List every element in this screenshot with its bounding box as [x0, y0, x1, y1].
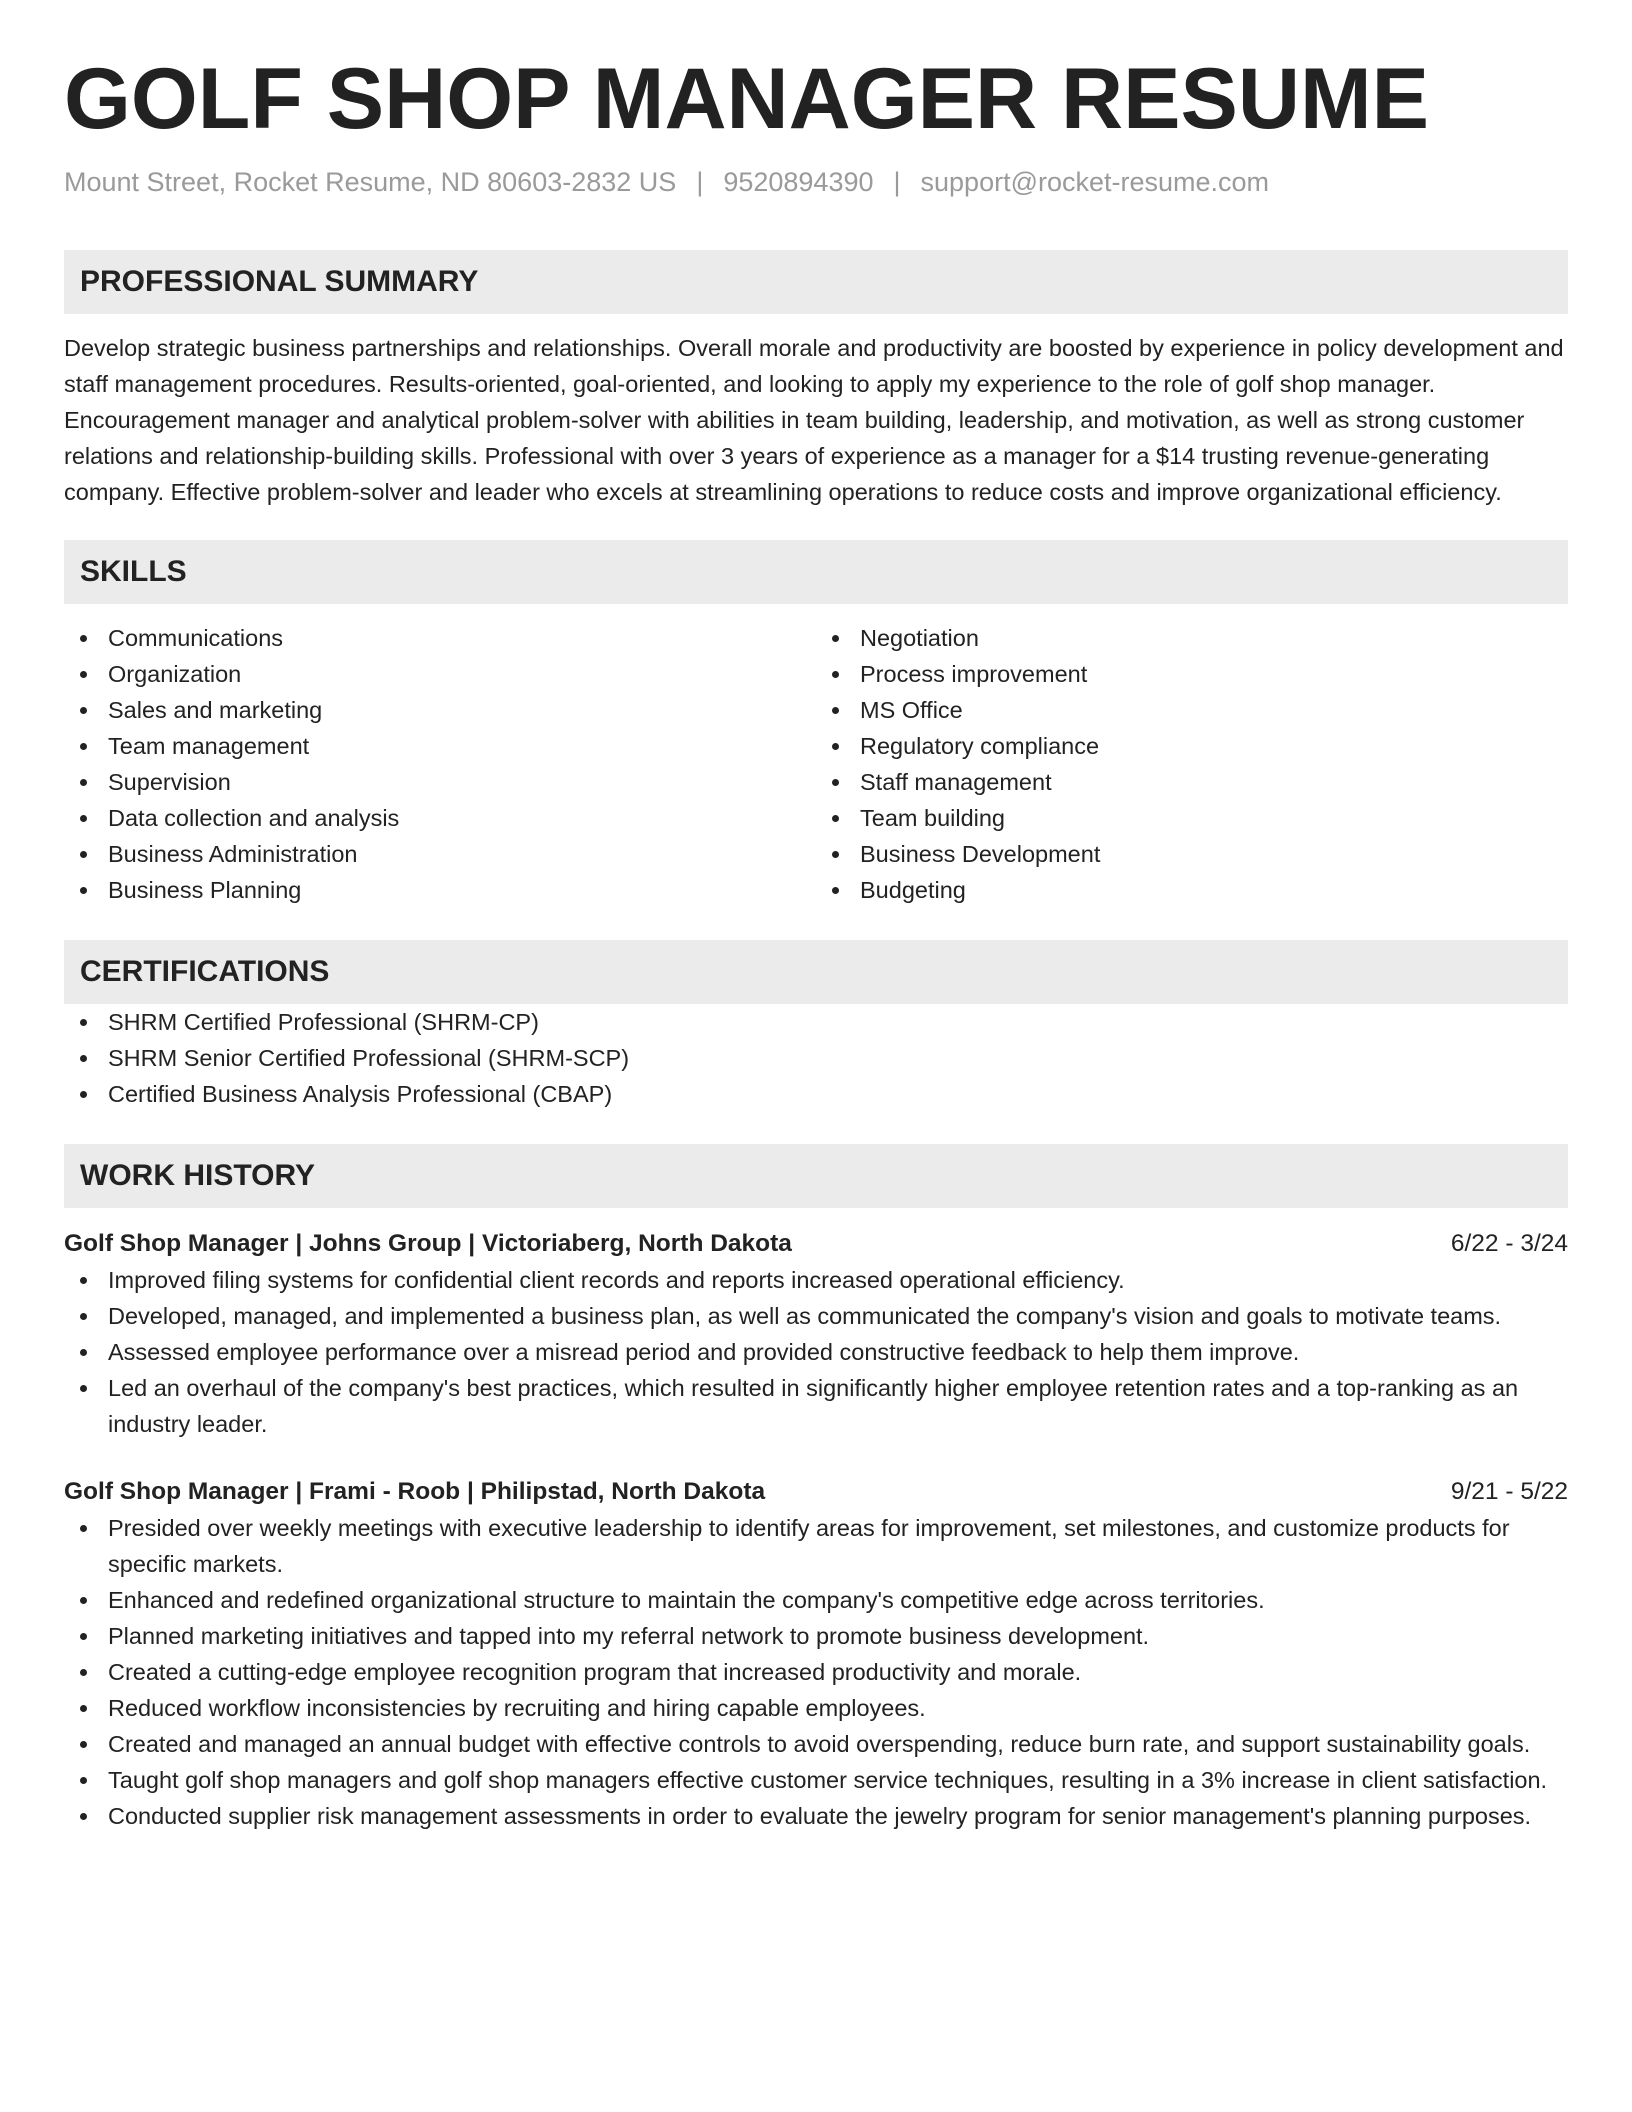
skill-item: Staff management — [816, 764, 1568, 800]
job-bullet: Led an overhaul of the company's best practices, which resulted in significantly higher employee retention rates and a top-ranking as an industry leader. — [64, 1370, 1568, 1442]
certifications-list — [64, 1004, 1568, 1112]
work-history-section — [64, 1144, 1568, 1834]
skills-list-right — [816, 620, 1568, 908]
job-bullet: Improved filing systems for confidential client records and reports increased operational efficiency. — [64, 1262, 1568, 1298]
job-bullet: Developed, managed, and implemented a business plan, as well as communicated the company's vision and goals to motivate teams. — [64, 1298, 1568, 1334]
job-title: Golf Shop Manager | Johns Group | Victoriaberg, North Dakota — [64, 1229, 792, 1257]
job-dates: 9/21 - 5/22 — [1450, 1477, 1568, 1505]
job-header — [64, 1474, 1568, 1510]
skill-item: Business Administration — [64, 836, 816, 872]
skill-item: Supervision — [64, 764, 816, 800]
job-bullet: Enhanced and redefined organizational structure to maintain the company's competitive edge across territories. — [64, 1582, 1568, 1618]
skill-item: Regulatory compliance — [816, 728, 1568, 764]
contact-phone: 9520894390 — [723, 166, 874, 197]
summary-section — [64, 250, 1568, 510]
summary-text: Develop strategic business partnerships and relationships. Overall morale and productivity are boosted by experience in policy development and staff management procedures. Results-oriented, goal-oriented, and looking to apply my experience to the role of golf shop manager. Encouragement manager and analytical problem-solver with abilities in team building, leadership, and motivation, as well as strong customer relations and relationship-building skills. Professional with over 3 years of experience as a manager for a $14 trusting revenue-generating company. Effective problem-solver and leader who excels at streamlining operations to reduce costs and improve organizational efficiency. — [64, 334, 1564, 505]
job-bullet: Created and managed an annual budget with effective controls to avoid overspending, reduce burn rate, and support sustainability goals. — [64, 1726, 1568, 1762]
job-entry — [64, 1226, 1568, 1442]
job-bullets — [64, 1262, 1568, 1442]
job-bullet: Created a cutting-edge employee recognition program that increased productivity and morale. — [64, 1654, 1568, 1690]
certifications-heading: CERTIFICATIONS — [64, 940, 1568, 1004]
contact-separator: | — [893, 166, 901, 197]
job-bullet: Assessed employee performance over a misread period and provided constructive feedback to help them improve. — [64, 1334, 1568, 1370]
skills-section — [64, 540, 1568, 908]
skill-item: Business Development — [816, 836, 1568, 872]
skill-item: Budgeting — [816, 872, 1568, 908]
job-bullet: Conducted supplier risk management assessments in order to evaluate the jewelry program for senior management's planning purposes. — [64, 1798, 1568, 1834]
contact-email: support@rocket-resume.com — [920, 166, 1270, 197]
job-bullets — [64, 1510, 1568, 1834]
skill-item: Team management — [64, 728, 816, 764]
job-bullet: Presided over weekly meetings with executive leadership to identify areas for improvement, set milestones, and customize products for specific markets. — [64, 1510, 1568, 1582]
skill-item: Negotiation — [816, 620, 1568, 656]
skill-item: MS Office — [816, 692, 1568, 728]
job-bullet: Taught golf shop managers and golf shop managers effective customer service techniques, resulting in a 3% increase in client satisfaction. — [64, 1762, 1568, 1798]
skill-item: Business Planning — [64, 872, 816, 908]
skill-item: Data collection and analysis — [64, 800, 816, 836]
job-bullet: Planned marketing initiatives and tapped into my referral network to promote business development. — [64, 1618, 1568, 1654]
skill-item: Sales and marketing — [64, 692, 816, 728]
contact-separator: | — [696, 166, 704, 197]
job-dates: 6/22 - 3/24 — [1450, 1229, 1568, 1257]
certification-item: Certified Business Analysis Professional (CBAP) — [64, 1076, 1568, 1112]
contact-address: Mount Street, Rocket Resume, ND 80603-2832 US — [64, 166, 677, 197]
work-history-heading: WORK HISTORY — [64, 1144, 1568, 1208]
skill-item: Team building — [816, 800, 1568, 836]
skill-item: Organization — [64, 656, 816, 692]
certifications-section — [64, 940, 1568, 1112]
job-header — [64, 1226, 1568, 1262]
job-bullet: Reduced workflow inconsistencies by recruiting and hiring capable employees. — [64, 1690, 1568, 1726]
summary-heading: PROFESSIONAL SUMMARY — [64, 250, 1568, 314]
job-title: Golf Shop Manager | Frami - Roob | Philipstad, North Dakota — [64, 1477, 766, 1505]
resume-title: GOLF SHOP MANAGER RESUME — [64, 51, 1429, 147]
job-entry — [64, 1474, 1568, 1834]
skill-item: Process improvement — [816, 656, 1568, 692]
certification-item: SHRM Senior Certified Professional (SHRM-SCP) — [64, 1040, 1568, 1076]
skills-grid — [64, 620, 1568, 908]
skills-heading: SKILLS — [64, 540, 1568, 604]
contact-line — [64, 167, 1568, 198]
skills-list-left — [64, 620, 816, 908]
skill-item: Communications — [64, 620, 816, 656]
certification-item: SHRM Certified Professional (SHRM-CP) — [64, 1004, 1568, 1040]
